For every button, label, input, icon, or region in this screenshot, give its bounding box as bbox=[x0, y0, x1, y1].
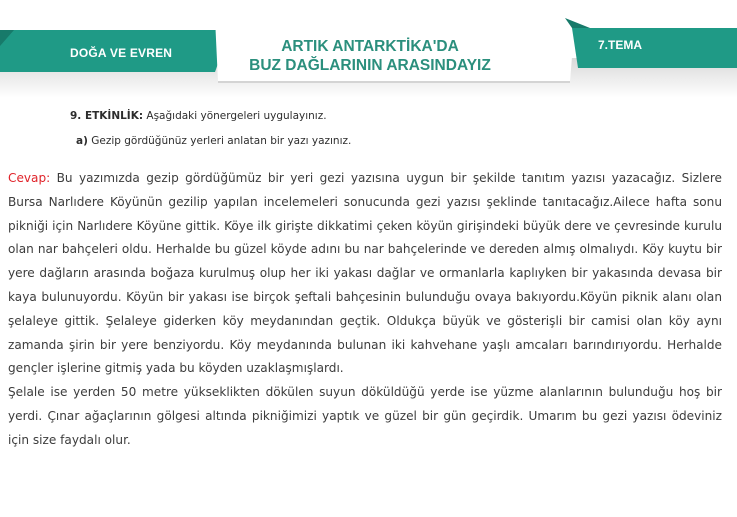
answer-block bbox=[8, 167, 722, 453]
question-item bbox=[76, 135, 351, 147]
answer-paragraph-1 bbox=[8, 167, 722, 381]
section-label: DOĞA VE EVREN bbox=[70, 46, 173, 60]
activity-heading bbox=[70, 110, 327, 122]
theme-label: 7.TEMA bbox=[598, 38, 643, 52]
page-title-line1: ARTIK ANTARKTİKA'DA bbox=[281, 38, 459, 55]
theme-band bbox=[572, 28, 737, 68]
activity-instruction: Aşağıdaki yönergeleri uygulayınız. bbox=[146, 110, 327, 122]
activity-number: 9. ETKİNLİK: bbox=[70, 110, 144, 122]
page-header bbox=[0, 0, 737, 100]
answer-paragraph-2: Şelale ise yerden 50 metre yükseklikten dökülen suyun döküldüğü yerde ise yüzme alanlarının bulunduğu hoş bir yerdi. Çınar ağaçlarının gölgesi altında pikniğimizi yaptık ve güzel bir gün geçirdik. Umarım bu gezi yazısı ödeviniz için size faydalı olur. bbox=[8, 385, 722, 447]
page-title-line2: BUZ DAĞLARININ ARASINDAYIZ bbox=[249, 57, 491, 74]
answer-label: Cevap: bbox=[8, 171, 51, 185]
answer-paragraph-1-text: Bu yazımızda gezip gördüğümüz bir yeri gezi yazısına uygun bir şekilde tanıtım yazısı yazacağız. Sizlere Bursa Narlıdere Köyünün gezilip yapılan incelemeleri sonucunda gezi yazısı şeklinde tanıtacağız.Ailece hafta sonu pikniği için Narlıdere Köyüne gittik. Köye ilk girişte dikkatimi çeken köyün girişindeki büyük dere ve çevresinde kurulu olan nar bahçeleri oldu. Herhalde bu güzel köyde adını bu nar bahçelerinde ve dereden almış olmalıydı. Köy kuytu bir yere dağların arasında boğaza kurulmuş olup her iki yakası dağlar ve ormanlarla kaplıyken bir yakasında devasa bir kaya bulunuyordu. Köyün bir yakası ise birçok şeftali bahçesinin bulunduğu ovaya bakıyordu.Köyün piknik alanı olan şelaleye gittik. Şelaleye giderken köy meydanından geçtik. Oldukça büyük ve gösterişli bir camisi olan köy aynı zamanda şirin bir yere benziyordu. Köy meydanında bulunan iki kahvehane yaşlı amcaları barındırıyordu. Herhalde gençler işlerine gitmiş yada bu köyden uzaklaşmışlardı. bbox=[8, 171, 722, 376]
question-text: Gezip gördüğünüz yerleri anlatan bir yazı yazınız. bbox=[91, 135, 352, 147]
page-title bbox=[220, 37, 520, 75]
question-letter: a) bbox=[76, 135, 88, 147]
